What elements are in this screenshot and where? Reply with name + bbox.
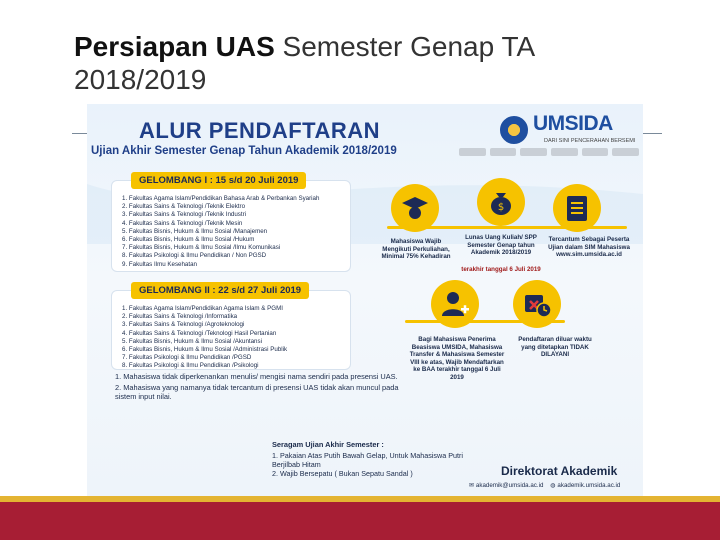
footer-contact [469,482,620,489]
title-rest: Semester Genap TA [282,31,536,62]
footer-bar [0,502,720,540]
checklist-icon [553,184,601,232]
group1-list [111,180,351,272]
dress-code-item: 1. Pakaian Atas Putih Bawah Gelap, Untuk Mahasiswa Putri Berjilbab Hitam [272,451,463,469]
title-bold: Persiapan UAS [74,31,275,62]
step5-text: Pendaftaran diluar waktu yang ditetapkan TIDAK DILAYANI [518,336,592,359]
university-seal-icon [500,116,528,144]
list-item: 8. Fakultas Psikologi & Ilmu Pendidikan /Psikologi [122,362,259,370]
step3-text: Tercantum Sebagai Peserta Ujian dalam SIM Mahasiswa www.sim.umsida.ac.id [548,236,630,259]
note-item: 2. Mahasiswa yang namanya tidak tercantum di presensi UAS tidak akan muncul pada sistem input nilai. [115,383,399,401]
list-item: 3. Fakultas Sains & Teknologi /Agroteknologi [122,321,245,329]
dress-code-item: 2. Wajib Bersepatu ( Bukan Sepatu Sandal ) [272,469,413,478]
list-item: 1. Fakultas Agama Islam/Pendidikan Bahasa Arab & Perbankan Syariah [122,195,320,202]
group2-label: GELOMBANG II : 22 s/d 27 Juli 2019 [131,282,309,299]
footer-department: Direktorat Akademik [501,464,618,478]
money-bag-icon [477,178,525,226]
globe-icon: ◍ [550,482,558,489]
logo-tagline: DARI SINI PENCERAHAN BERSEMI [544,138,636,144]
list-item: 2. Fakultas Sains & Teknologi /Informatika [122,313,238,321]
list-item: 5. Fakultas Bisnis, Hukum & Ilmu Sosial /Akuntansi [122,337,262,345]
footer-web: akademik.umsida.ac.id [557,482,621,489]
list-item: 7. Fakultas Psikologi & Ilmu Pendidikan /PGSD [122,354,252,362]
list-item: 5. Fakultas Bisnis, Hukum & Ilmu Sosial /Manajemen [122,227,268,235]
poster-subheading: Ujian Akhir Semester Genap Tahun Akademik 2018/2019 [91,145,397,157]
partner-logo-icon [520,148,547,156]
list-item: 7. Fakultas Bisnis, Hukum & Ilmu Sosial /Ilmu Komunikasi [122,244,281,252]
list-item: 4. Fakultas Sains & Teknologi /Teknologi Hasil Pertanian [122,329,277,337]
registration-poster [87,104,643,496]
footer-email: akademik@umsida.ac.id [475,482,544,489]
step2-deadline: terakhir tanggal 6 Juli 2019 [461,266,541,273]
logo-text: UMSIDA [533,112,613,135]
step2-text: Lunas Uang Kuliah/ SPP Semester Genap tahun Akademik 2018/2019 [465,234,537,257]
calendar-clock-icon [513,280,561,328]
dress-code-section [272,440,472,478]
list-item: 2. Fakultas Sains & Teknologi /Teknik Elektro [122,203,246,211]
list-item: 6. Fakultas Bisnis, Hukum & Ilmu Sosial /Administrasi Publik [122,346,288,354]
slide-title [74,30,634,96]
notes-section [115,372,405,403]
list-item: 9. Fakultas Ilmu Kesehatan [122,260,197,268]
list-item: 1. Fakultas Agama Islam/Pendidikan Agama Islam & PGMI [122,305,283,312]
step1-text: Mahasiswa Wajib Mengikuti Perkuliahan, Minimal 75% Kehadiran [381,238,451,261]
list-item: 6. Fakultas Bisnis, Hukum & Ilmu Sosial /Hukum [122,236,255,244]
step4-text: Bagi Mahasiswa Penerima Beasiswa UMSIDA, Mahasiswa Transfer & Mahasiswa Semester VIII ke atas, Wajib Mendaftarkan ke BAA terakhir tanggal 6 Juli 2019 [409,336,505,381]
partner-logo-icon [582,148,609,156]
list-item: 3. Fakultas Sains & Teknologi /Teknik Industri [122,211,247,219]
group1-label: GELOMBANG I : 15 s/d 20 Juli 2019 [131,172,306,189]
add-user-icon [431,280,479,328]
partner-logo-icon [612,148,639,156]
title-line2: 2018/2019 [74,64,207,95]
group2-list [111,290,351,370]
svg-text:$: $ [497,202,505,213]
partner-logos [459,148,639,160]
partner-logo-icon [551,148,578,156]
partner-logo-icon [459,148,486,156]
partner-logo-icon [490,148,517,156]
dress-code-title: Seragam Ujian Akhir Semester : [272,440,384,449]
list-item: 4. Fakultas Sains & Teknologi /Teknik Mesin [122,219,243,227]
list-item: 8. Fakultas Psikologi & Ilmu Pendidikan / Non PGSD [122,252,267,260]
poster-heading: ALUR PENDAFTARAN [139,118,381,143]
email-icon: ✉ [469,482,476,489]
note-item: 1. Mahasiswa tidak diperkenankan menulis/ mengisi nama sendiri pada presensi UAS. [115,372,398,381]
graduate-icon [391,184,439,232]
